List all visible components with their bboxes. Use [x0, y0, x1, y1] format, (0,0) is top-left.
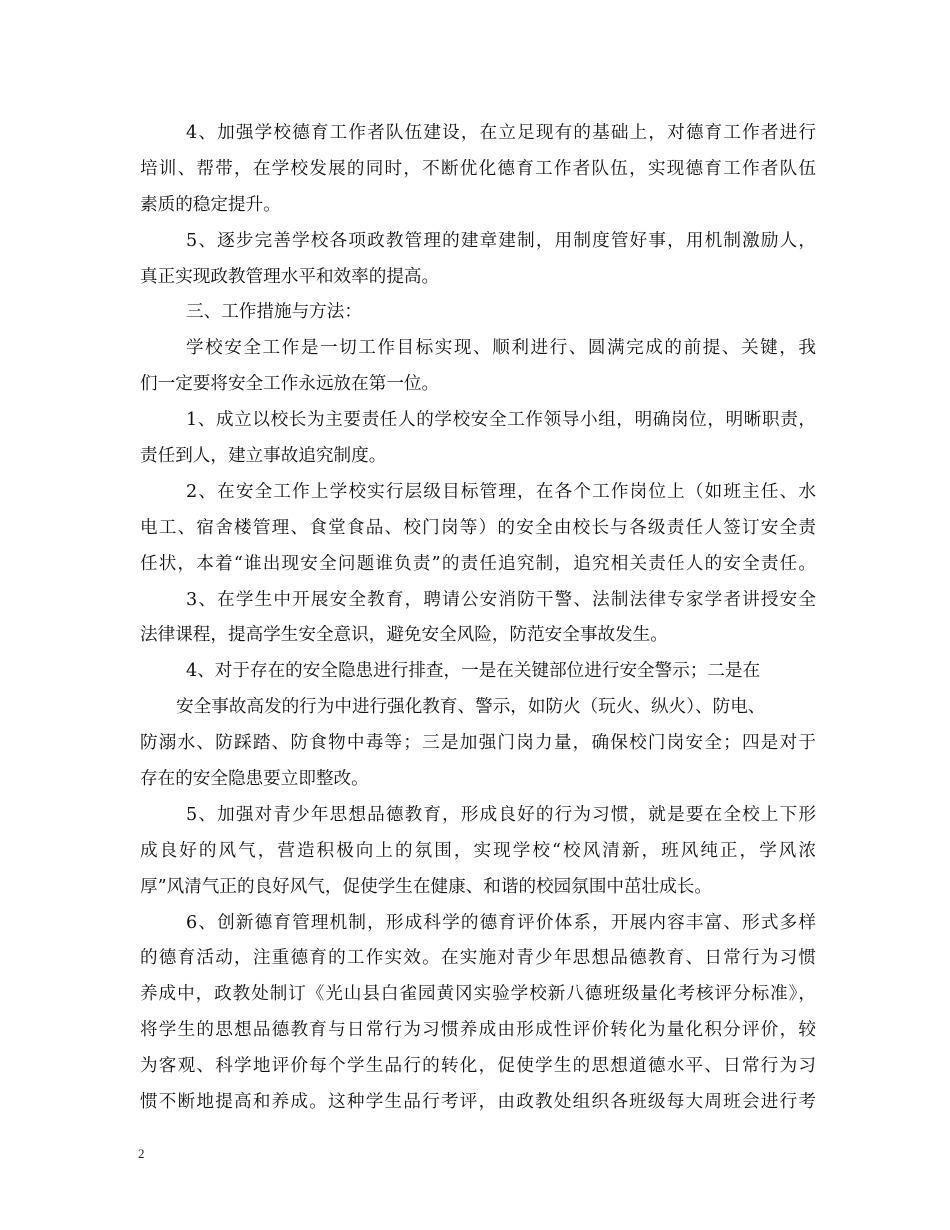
text-line: 真正实现政教管理水平和效率的提高。 [140, 266, 440, 287]
text-line: 为客观、科学地评价每个学生品行的转化，促使学生的思想道德水平、日常行为习 [140, 1056, 816, 1077]
text-line: 2、在安全工作上学校实行层级目标管理，在各个工作岗位上（如班主任、水 [186, 481, 816, 502]
page-number: 2 [138, 1146, 145, 1161]
text-line: 将学生的思想品德教育与日常行为习惯养成由形成性评价转化为量化积分评价，较 [140, 1020, 816, 1041]
text-line: 学校安全工作是一切工作目标实现、顺利进行、圆满完成的前提、关键，我 [186, 338, 816, 359]
text-line: 6、创新德育管理机制，形成科学的德育评价体系，开展内容丰富、形式多样 [186, 912, 816, 933]
text-line: 惯不断地提高和养成。这种学生品行考评，由政教处组织各班级每大周班会进行考 [140, 1092, 816, 1113]
text-line: 4、对于存在的安全隐患进行排查，一是在关键部位进行安全警示；二是在 [186, 661, 761, 682]
text-line: 5、逐步完善学校各项政教管理的建章建制，用制度管好事，用机制激励人， [186, 230, 816, 251]
text-line: 责任到人，建立事故追究制度。 [140, 446, 387, 467]
text-line: 电工、宿舍楼管理、食堂食品、校门岗等）的安全由校长与各级责任人签订安全责 [140, 517, 816, 538]
text-line: 养成中，政教处制订《光山县白雀园黄冈实验学校新八德班级量化考核评分标准》， [140, 984, 816, 1005]
text-line: 们一定要将安全工作永远放在第一位。 [140, 374, 440, 395]
text-line: 5、加强对青少年思想品德教育，形成良好的行为习惯，就是要在全校上下形 [186, 804, 816, 825]
text-line: 的德育活动，注重德育的工作实效。在实施对青少年思想品德教育、日常行为习惯 [140, 948, 816, 969]
text-line: 任状，本着“谁出现安全问题谁负责”的责任追究制，追究相关责任人的安全责任。 [140, 553, 816, 574]
text-line: 成良好的风气，营造积极向上的氛围，实现学校“校风清新，班风纯正，学风浓 [140, 840, 816, 861]
document-body [140, 116, 816, 1121]
text-line: 存在的安全隐患要立即整改。 [140, 769, 369, 790]
text-line: 4、加强学校德育工作者队伍建设，在立足现有的基础上，对德育工作者进行 [186, 123, 816, 143]
text-line: 素质的稳定提升。 [140, 194, 281, 215]
text-line: 1、成立以校长为主要责任人的学校安全工作领导小组，明确岗位，明晰职责， [186, 410, 816, 431]
text-line: 培训、帮带，在学校发展的同时，不断优化德育工作者队伍，实现德育工作者队伍 [140, 158, 816, 179]
section-heading: 三、工作措施与方法： [186, 302, 362, 323]
text-line: 安全事故高发的行为中进行强化教育、警示，如防火（玩火、纵火）、防电、 [176, 697, 766, 718]
text-line: 防溺水、防踩踏、防食物中毒等；三是加强门岗力量，确保校门岗安全；四是对于 [140, 733, 816, 754]
text-line: 法律课程，提高学生安全意识，避免安全风险，防范安全事故发生。 [140, 625, 668, 646]
text-line: 厚”风清气正的良好风气，促使学生在健康、和谐的校园氛围中茁壮成长。 [140, 876, 712, 897]
text-line: 3、在学生中开展安全教育，聘请公安消防干警、法制法律专家学者讲授安全 [186, 589, 816, 610]
